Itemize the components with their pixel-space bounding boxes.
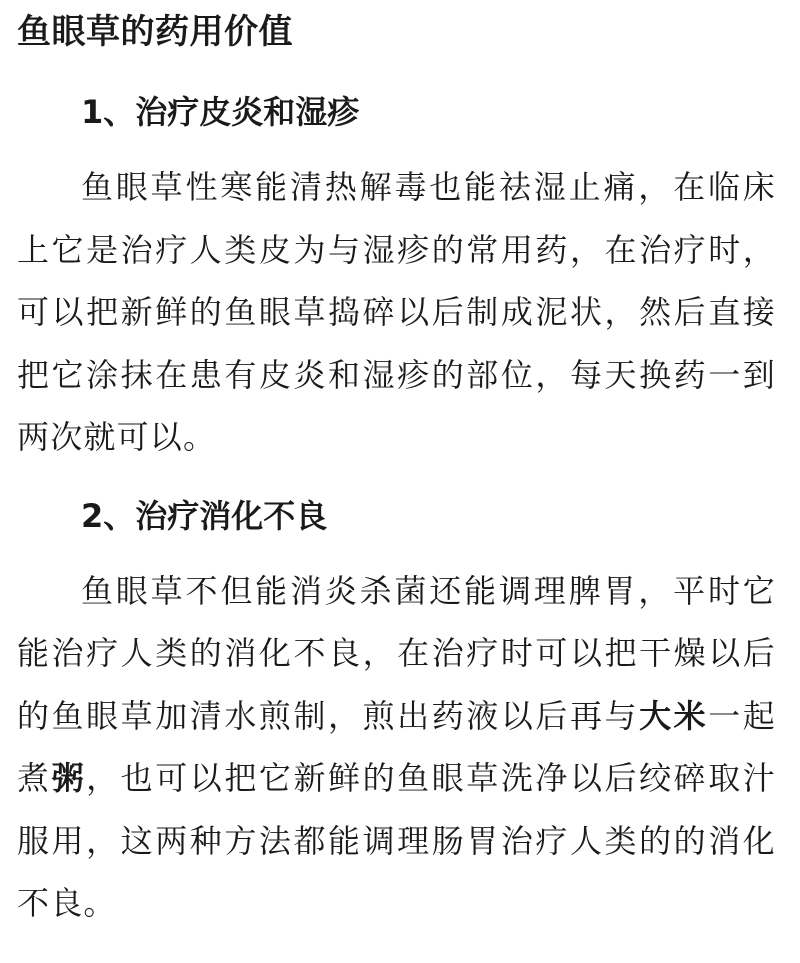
paragraph-text-mid: 一起煮 (17, 696, 776, 797)
section-paragraph-skin: 鱼眼草性寒能清热解毒也能祛湿止痛，在临床上它是治疗人类皮为与湿疹的常用药，在治疗时，可以把新鲜的鱼眼草捣碎以后制成泥状，然后直接把它涂抹在患有皮炎和湿疹的部位，每天换药一到两次就可以。 (17, 168, 776, 456)
paragraph-text-after: ，也可以把它新鲜的鱼眼草洗净以后绞碎取汁服用，这两种方法都能调理肠胃治疗人类的的消化不良。 (17, 759, 776, 922)
paragraph-text-before: 鱼眼草不但能消炎杀菌还能调理脾胃，平时它能治疗人类的消化不良，在治疗时可以把干燥以后的鱼眼草加清水煎制，煎出药液以后再与 (17, 571, 776, 735)
article-title: 鱼眼草的药用价值 (17, 12, 293, 52)
emphasis-rice: 大米 (639, 696, 709, 735)
section-heading-skin: 1、治疗皮炎和湿疹 (81, 93, 360, 131)
emphasis-porridge: 粥 (51, 759, 87, 797)
section-heading-digestion: 2、治疗消化不良 (81, 496, 328, 535)
section-paragraph-digestion (17, 560, 776, 935)
